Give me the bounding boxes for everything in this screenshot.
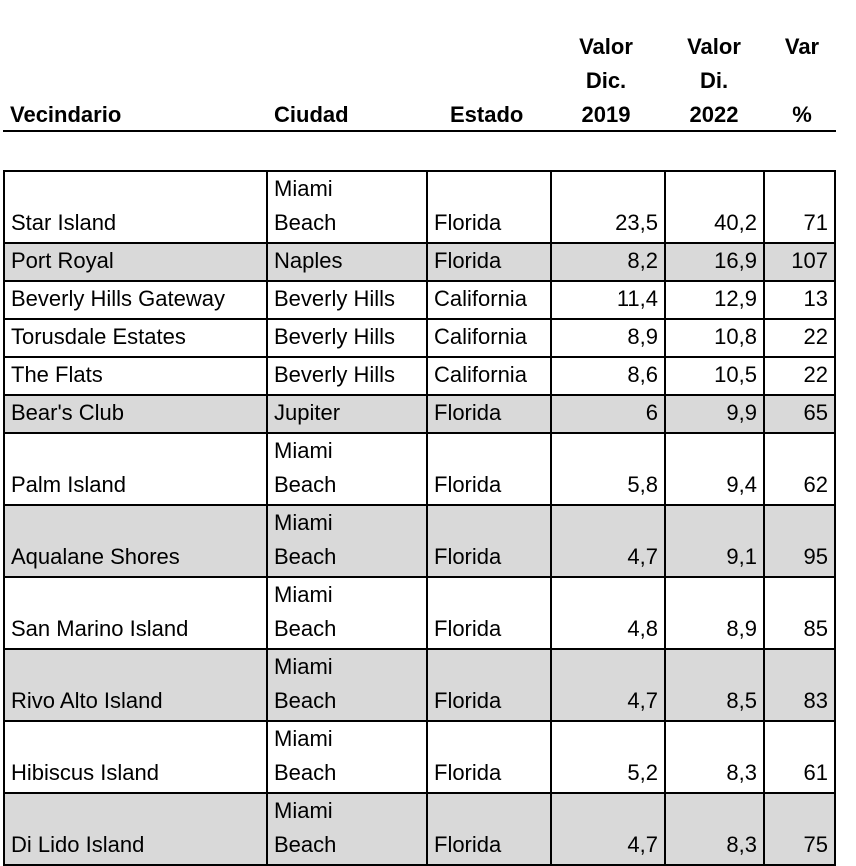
header-valor-2019-line3: 2019	[581, 102, 631, 127]
cell-city-line: Beverly Hills	[274, 324, 396, 349]
header-var-line2: %	[792, 102, 812, 127]
cell-value-2019: 6	[551, 395, 665, 433]
cell-change-pct: 62	[764, 433, 835, 505]
cell-change-pct: 71	[764, 171, 835, 243]
cell-city-line: Miami	[274, 438, 333, 463]
cell-city-line: Miami	[274, 510, 333, 535]
cell-change-pct: 95	[764, 505, 835, 577]
cell-value-2019: 4,7	[551, 793, 665, 865]
cell-value-2019: 11,4	[551, 281, 665, 319]
cell-city	[267, 577, 427, 649]
cell-city-line: Beach	[274, 616, 337, 641]
cell-value-2022: 8,9	[665, 577, 764, 649]
cell-value-2022: 10,5	[665, 357, 764, 395]
header-estado	[450, 98, 523, 132]
cell-value-2019: 5,2	[551, 721, 665, 793]
cell-city	[267, 243, 427, 281]
cell-change-pct: 13	[764, 281, 835, 319]
cell-value-2019: 8,6	[551, 357, 665, 395]
cell-change-pct: 61	[764, 721, 835, 793]
cell-change-pct: 75	[764, 793, 835, 865]
cell-neighborhood: Rivo Alto Island	[4, 649, 267, 721]
cell-city-line: Miami	[274, 726, 333, 751]
cell-neighborhood: Beverly Hills Gateway	[4, 281, 267, 319]
cell-city	[267, 357, 427, 395]
cell-value-2019: 23,5	[551, 171, 665, 243]
cell-city	[267, 721, 427, 793]
cell-neighborhood: Bear's Club	[4, 395, 267, 433]
cell-value-2022: 16,9	[665, 243, 764, 281]
cell-city	[267, 505, 427, 577]
cell-city	[267, 395, 427, 433]
cell-state: Florida	[427, 721, 551, 793]
header-valor-2019-line1: Valor	[579, 34, 633, 59]
cell-value-2019: 5,8	[551, 433, 665, 505]
cell-state: Florida	[427, 171, 551, 243]
cell-neighborhood: Torusdale Estates	[4, 319, 267, 357]
header-ciudad-label: Ciudad	[274, 102, 349, 127]
cell-change-pct: 65	[764, 395, 835, 433]
cell-city-line: Miami	[274, 798, 333, 823]
table-row	[4, 793, 835, 865]
cell-value-2019: 4,7	[551, 649, 665, 721]
header-var-pct	[774, 30, 830, 132]
header-valor-2022-line3: 2022	[689, 102, 739, 127]
cell-city-line: Beverly Hills	[274, 286, 396, 311]
cell-value-2019: 4,7	[551, 505, 665, 577]
cell-value-2022: 12,9	[665, 281, 764, 319]
cell-change-pct: 85	[764, 577, 835, 649]
cell-city	[267, 319, 427, 357]
cell-value-2022: 8,5	[665, 649, 764, 721]
cell-state: California	[427, 357, 551, 395]
cell-city	[267, 433, 427, 505]
cell-state: Florida	[427, 577, 551, 649]
cell-city-line: Beach	[274, 832, 337, 857]
cell-neighborhood: The Flats	[4, 357, 267, 395]
cell-state: Florida	[427, 395, 551, 433]
table-row	[4, 395, 835, 433]
cell-value-2022: 40,2	[665, 171, 764, 243]
table-row	[4, 577, 835, 649]
header-var-line1: Var	[784, 34, 820, 59]
cell-city	[267, 649, 427, 721]
cell-state: California	[427, 281, 551, 319]
cell-value-2022: 8,3	[665, 721, 764, 793]
cell-neighborhood: Port Royal	[4, 243, 267, 281]
header-valor-2019	[570, 30, 642, 132]
cell-city-line: Beach	[274, 544, 337, 569]
table-row	[4, 281, 835, 319]
header-underline	[3, 130, 836, 132]
data-table	[3, 170, 836, 866]
cell-city-line: Miami	[274, 176, 333, 201]
cell-city-line: Beverly Hills	[274, 362, 396, 387]
cell-change-pct: 83	[764, 649, 835, 721]
cell-state: Florida	[427, 243, 551, 281]
cell-value-2022: 9,9	[665, 395, 764, 433]
cell-city	[267, 793, 427, 865]
header-valor-2022-line2: Di.	[699, 68, 729, 93]
cell-neighborhood: Hibiscus Island	[4, 721, 267, 793]
cell-city	[267, 281, 427, 319]
cell-value-2019: 8,9	[551, 319, 665, 357]
cell-neighborhood: Di Lido Island	[4, 793, 267, 865]
cell-value-2019: 8,2	[551, 243, 665, 281]
cell-neighborhood: San Marino Island	[4, 577, 267, 649]
cell-value-2022: 10,8	[665, 319, 764, 357]
table-row	[4, 505, 835, 577]
cell-city-line: Miami	[274, 654, 333, 679]
cell-city-line: Miami	[274, 582, 333, 607]
cell-state: Florida	[427, 505, 551, 577]
cell-city-line: Beach	[274, 688, 337, 713]
header-estado-label: Estado	[450, 102, 524, 127]
cell-value-2019: 4,8	[551, 577, 665, 649]
header-valor-2019-line2: Dic.	[585, 68, 627, 93]
header-vecindario-label: Vecindario	[10, 102, 122, 127]
header-ciudad	[274, 98, 349, 132]
cell-value-2022: 8,3	[665, 793, 764, 865]
table-row	[4, 433, 835, 505]
cell-state: Florida	[427, 793, 551, 865]
cell-value-2022: 9,1	[665, 505, 764, 577]
header-var-spacer	[774, 64, 830, 98]
table-row	[4, 171, 835, 243]
cell-change-pct: 22	[764, 319, 835, 357]
cell-value-2022: 9,4	[665, 433, 764, 505]
table-row	[4, 243, 835, 281]
table-row	[4, 319, 835, 357]
cell-city-line: Beach	[274, 472, 337, 497]
cell-city-line: Beach	[274, 210, 337, 235]
table-row	[4, 721, 835, 793]
cell-neighborhood: Aqualane Shores	[4, 505, 267, 577]
cell-city	[267, 171, 427, 243]
header-valor-2022-line1: Valor	[687, 34, 741, 59]
cell-state: Florida	[427, 433, 551, 505]
table-body	[4, 171, 835, 865]
header-vecindario	[10, 98, 121, 132]
table-row	[4, 649, 835, 721]
table-row	[4, 357, 835, 395]
cell-change-pct: 107	[764, 243, 835, 281]
cell-state: Florida	[427, 649, 551, 721]
cell-neighborhood: Star Island	[4, 171, 267, 243]
cell-state: California	[427, 319, 551, 357]
cell-city-line: Beach	[274, 760, 337, 785]
cell-city-line: Jupiter	[274, 400, 341, 425]
cell-neighborhood: Palm Island	[4, 433, 267, 505]
cell-change-pct: 22	[764, 357, 835, 395]
header-valor-2022	[678, 30, 750, 132]
cell-city-line: Naples	[274, 248, 343, 273]
